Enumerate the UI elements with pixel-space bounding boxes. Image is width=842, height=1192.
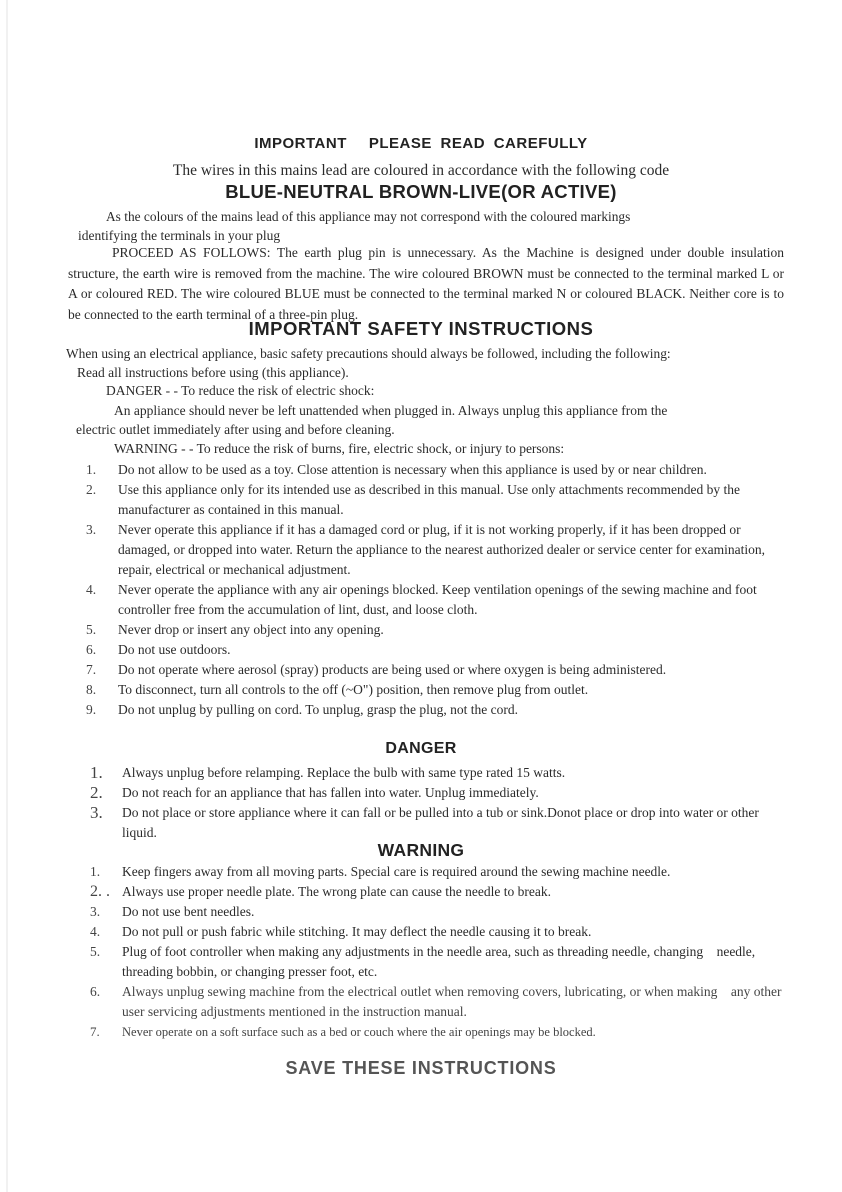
item-number: 2. . — [90, 883, 110, 900]
item-number: 6. — [90, 984, 101, 999]
item-text: Never operate this appliance if it has a damaged cord or plug, if it is not working properly, if it has been dropped or damaged, or dropped into water. Return the appliance to the nearest authorized dealer or service center for examination, repair, electrical or mechanical adjustment. — [118, 522, 765, 577]
safety-item — [86, 680, 790, 700]
save-instructions-heading: SAVE THESE INSTRUCTIONS — [285, 1058, 557, 1078]
item-number: 5. — [86, 622, 97, 637]
warning-item — [90, 1022, 790, 1042]
warning-item — [90, 942, 790, 982]
safety-item — [86, 620, 790, 640]
danger-item — [90, 803, 790, 843]
item-number: 6. — [86, 642, 97, 657]
item-text: Never operate the appliance with any air openings blocked. Keep ventilation openings of the sewing machine and foot controller free from the accumulation of lint, dust, and loose cloth. — [118, 582, 757, 617]
item-number: 1. — [90, 864, 101, 879]
item-number: 3. — [90, 904, 101, 919]
item-text: Never operate on a soft surface such as a bed or couch where the air openings may be blocked. — [122, 1025, 596, 1039]
warning-item — [90, 862, 790, 882]
item-number: 2. — [90, 783, 103, 802]
item-text: Do not use bent needles. — [122, 904, 255, 919]
item-text: Always unplug sewing machine from the electrical outlet when removing covers, lubricating, or when making any other user servicing adjustments mentioned in the instruction manual. — [122, 984, 785, 1019]
item-text: Do not operate where aerosol (spray) products are being used or where oxygen is being administered. — [118, 662, 667, 677]
colours-line-2: identifying the terminals in your plug — [78, 228, 281, 243]
warning-item — [90, 922, 790, 942]
important-label: IMPORTANT — [254, 135, 347, 152]
warning-item — [90, 902, 790, 922]
proceed-paragraph: PROCEED AS FOLLOWS: The earth plug pin is unnecessary. As the Machine is designed under double insulation structure, the earth wire is removed from the machine. The wire coloured BROWN must be connected to the terminal marked L or A or coloured RED. The wire coloured BLUE must be connected to the terminal marked N or coloured BLACK. Neither core is to be connected to the earth terminal of a three-pin plug. — [68, 245, 784, 322]
appliance-line-2: electric outlet immediately after using and before cleaning. — [76, 422, 395, 437]
item-number: 8. — [86, 682, 97, 697]
item-number: 2. — [86, 482, 97, 497]
safety-item — [86, 580, 790, 620]
item-text: Do not unplug by pulling on cord. To unplug, grasp the plug, not the cord. — [118, 702, 519, 717]
danger-shock-line: DANGER - - To reduce the risk of electric shock: — [106, 383, 375, 398]
item-text: Plug of foot controller when making any adjustments in the needle area, such as threading needle, changing needle, threading bobbin, or changing presser foot, etc. — [122, 944, 759, 979]
read-all-line: Read all instructions before using (this appliance). — [77, 365, 349, 380]
item-number: 4. — [86, 582, 97, 597]
item-text: Use this appliance only for its intended use as described in this manual. Use only attachments recommended by the manufacturer as contained in this manual. — [118, 482, 740, 517]
item-number: 1. — [86, 462, 97, 477]
item-number: 1. — [90, 763, 103, 782]
warning-list — [90, 862, 790, 1042]
item-number: 5. — [90, 944, 101, 959]
item-text: Do not allow to be used as a toy. Close attention is necessary when this appliance is used by or near children. — [118, 462, 707, 477]
item-text: Do not reach for an appliance that has fallen into water. Unplug immediately. — [122, 785, 539, 800]
item-text: Do not place or store appliance where it can fall or be pulled into a tub or sink.Donot place or drop into water or other liquid. — [122, 805, 759, 840]
item-text: Never drop or insert any object into any opening. — [118, 622, 384, 637]
danger-item — [90, 763, 790, 783]
important-heading — [0, 135, 842, 152]
danger-heading: DANGER — [385, 740, 457, 757]
item-text: Do not pull or push fabric while stitching. It may deflect the needle causing it to break. — [122, 924, 592, 939]
item-text: Always unplug before relamping. Replace the bulb with same type rated 15 watts. — [122, 765, 566, 780]
item-text: Do not use outdoors. — [118, 642, 231, 657]
safety-item — [86, 520, 790, 580]
warning-item — [90, 882, 790, 902]
safety-item — [86, 460, 790, 480]
item-number: 7. — [86, 662, 97, 677]
item-text: Always use proper needle plate. The wrong plate can cause the needle to break. — [122, 884, 551, 899]
please-read-label: PLEASE READ CAREFULLY — [368, 135, 588, 152]
danger-list — [90, 763, 790, 843]
item-number: 7. — [90, 1024, 100, 1039]
warning-injury-line: WARNING - - To reduce the risk of burns, fire, electric shock, or injury to persons: — [114, 441, 565, 456]
safety-item — [86, 660, 790, 680]
safety-item — [86, 640, 790, 660]
item-number: 3. — [86, 522, 97, 537]
colours-line-1: As the colours of the mains lead of this appliance may not correspond with the coloured markings — [106, 209, 631, 224]
safety-item — [86, 700, 790, 720]
safety-item — [86, 480, 790, 520]
item-number: 9. — [86, 702, 97, 717]
item-text: To disconnect, turn all controls to the off (~O") position, then remove plug from outlet. — [118, 682, 589, 697]
appliance-line-1: An appliance should never be left unattended when plugged in. Always unplug this appliance from the — [114, 403, 668, 418]
safety-heading: IMPORTANT SAFETY INSTRUCTIONS — [248, 318, 594, 339]
wire-code-heading: BLUE-NEUTRAL BROWN-LIVE(OR ACTIVE) — [225, 181, 617, 202]
warning-heading: WARNING — [377, 840, 465, 860]
warning-item — [90, 982, 790, 1022]
safety-intro: When using an electrical appliance, basic safety precautions should always be followed, including the following: — [66, 346, 671, 361]
item-text: Keep fingers away from all moving parts. Special care is required around the sewing machine needle. — [122, 864, 671, 879]
danger-item — [90, 783, 790, 803]
item-number: 3. — [90, 803, 103, 822]
item-number: 4. — [90, 924, 101, 939]
wire-code-intro: The wires in this mains lead are coloured in accordance with the following code — [172, 162, 670, 179]
safety-list — [86, 460, 790, 720]
